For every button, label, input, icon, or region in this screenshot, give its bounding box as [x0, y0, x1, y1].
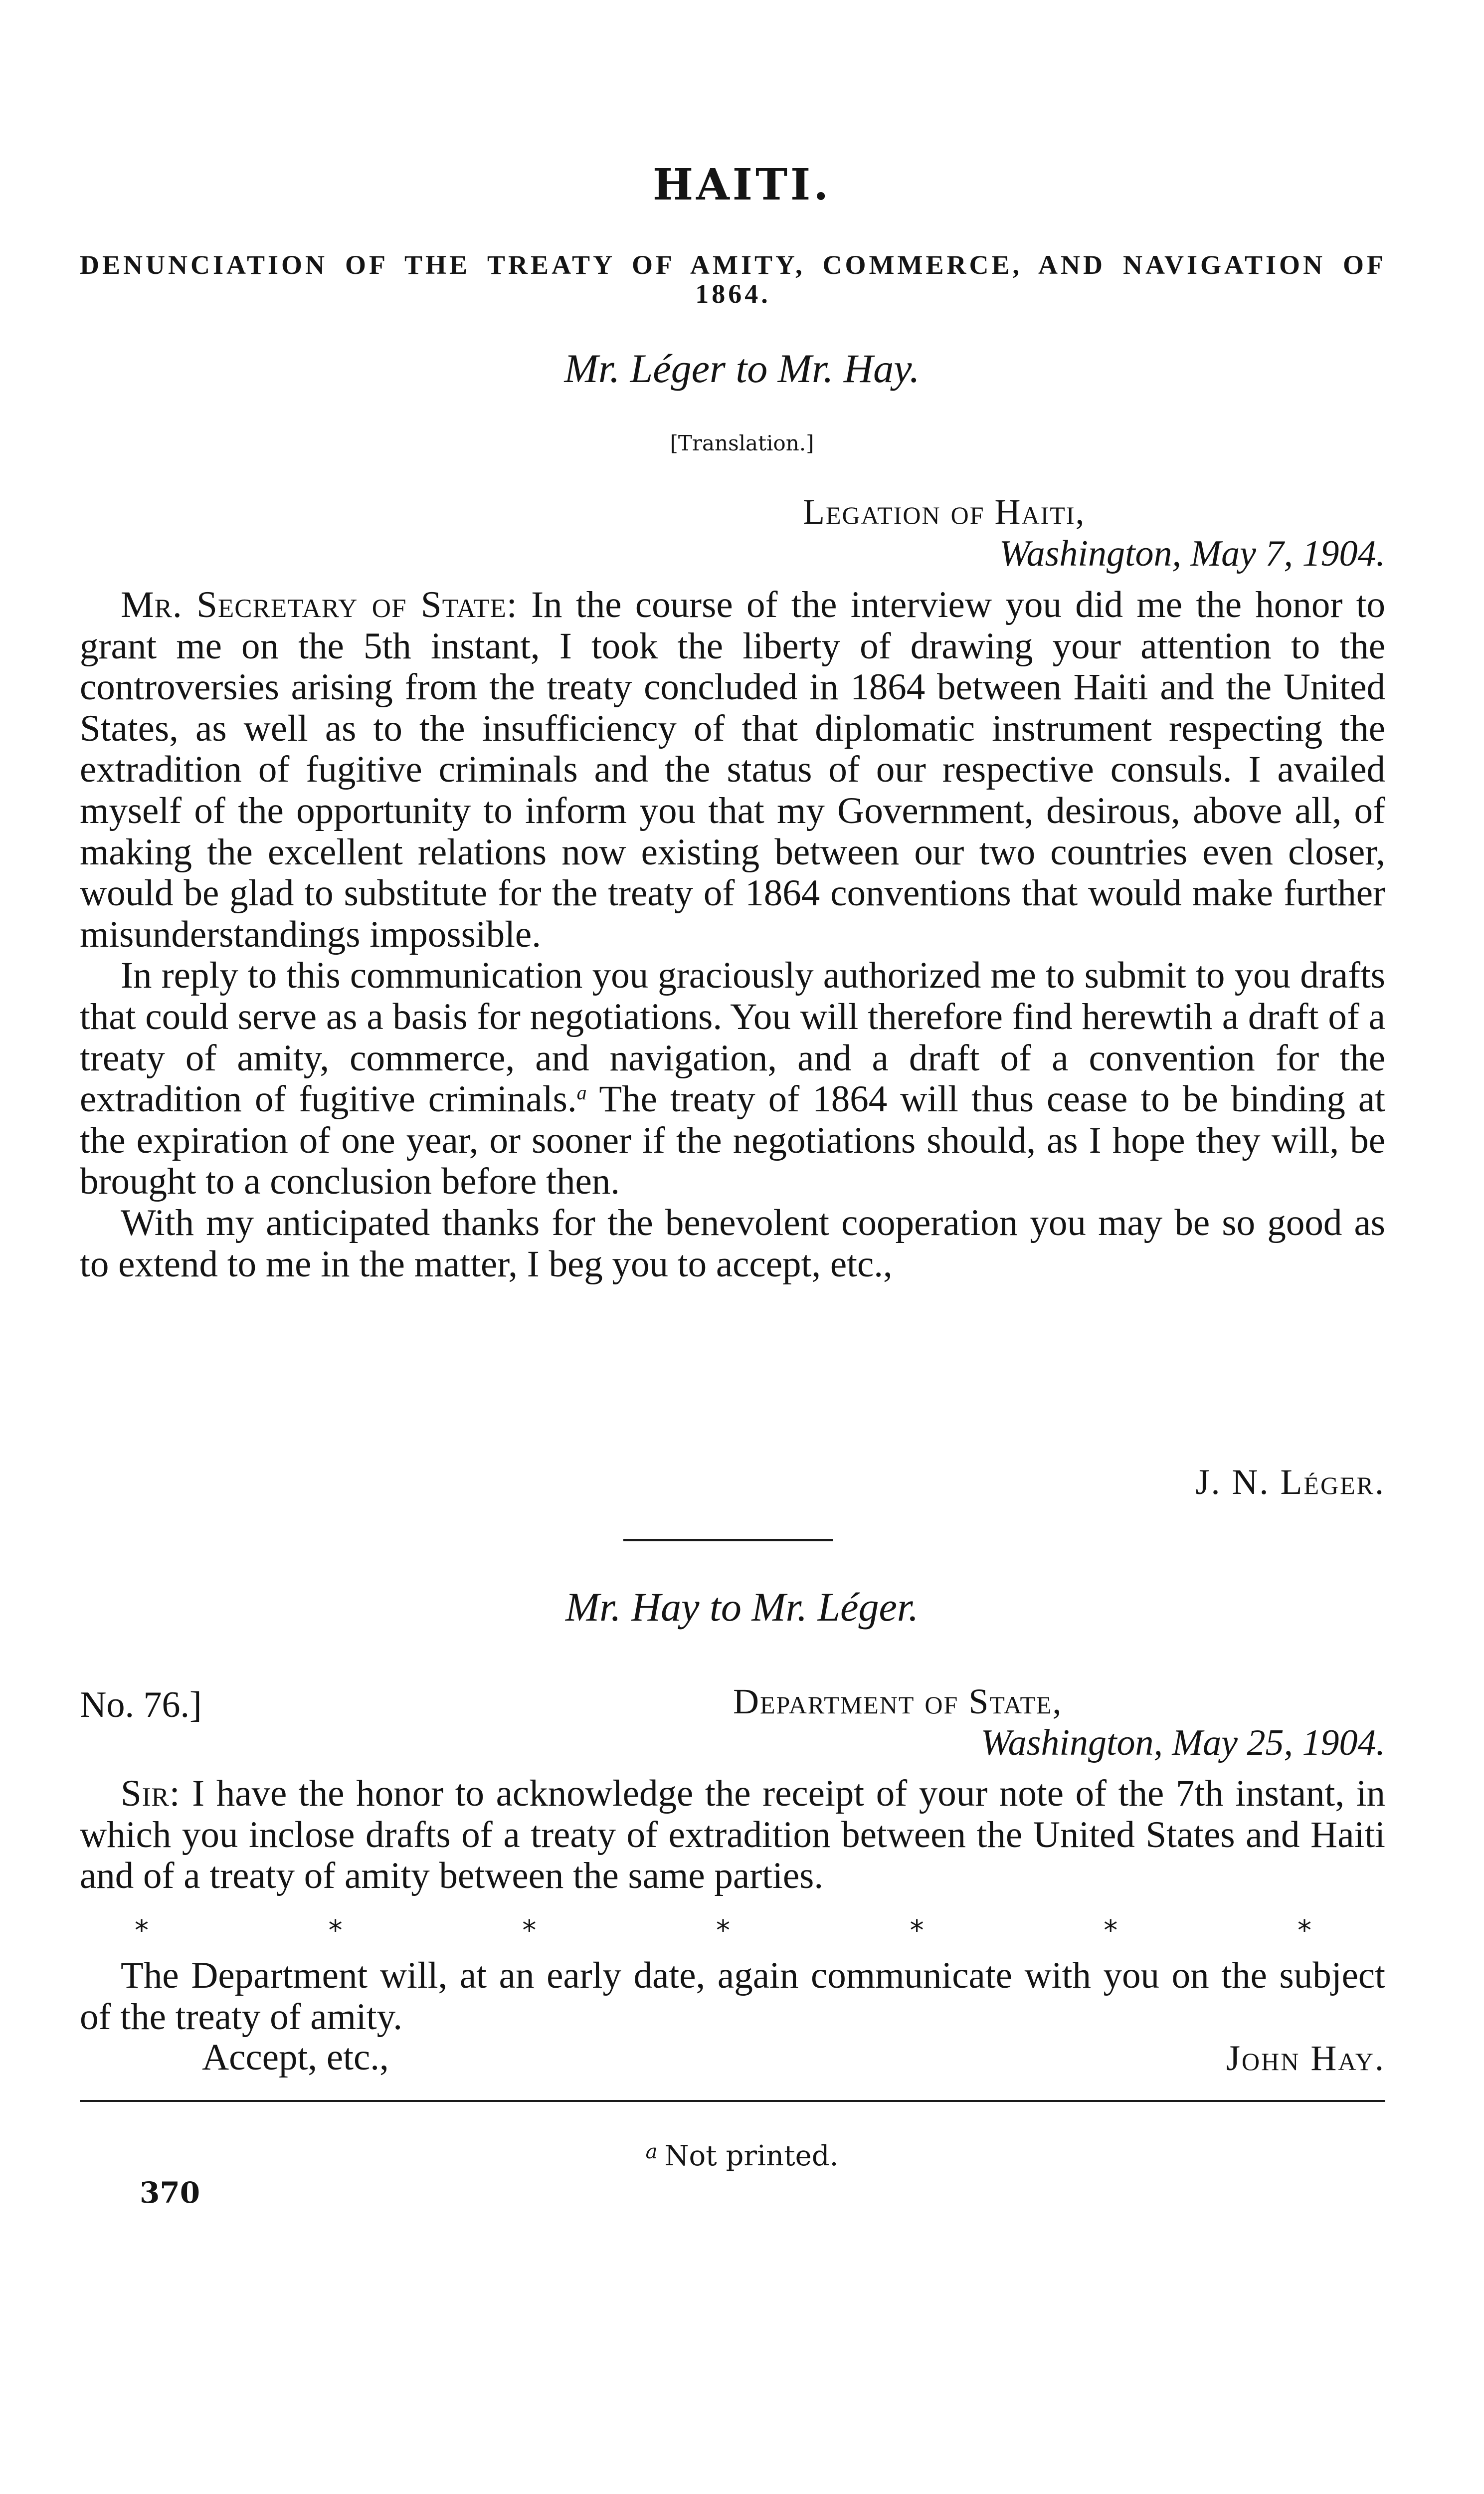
footnote-text: Not printed.	[664, 2140, 839, 2172]
letter1-place-date: Washington, May 7, 1904.	[999, 533, 1385, 574]
letter2-title: Mr. Hay to Mr. Léger.	[565, 1584, 919, 1630]
page-number: 370	[140, 2176, 200, 2210]
star: *	[328, 1914, 343, 1947]
ellipsis-stars	[135, 1914, 1311, 1947]
footnote	[0, 2140, 1484, 2172]
star: *	[1297, 1914, 1311, 1947]
letter2-signature: John Hay.	[1226, 2038, 1385, 2078]
section-divider	[623, 1539, 833, 1541]
letter2-number: No. 76.]	[80, 1684, 202, 1725]
letter2-paragraph-2: The Department will, at an early date, again communicate with you on the subject of the treaty of amity.	[80, 1955, 1385, 2038]
letter2-salutation: Sir:	[121, 1773, 181, 1814]
letter1-paragraph-2: In reply to this communication you graciously authorized me to submit to you drafts that could serve as a basis for negotiations. You will therefore find herewtih a draft of a treaty of amity, commerce, and navigation, and a draft of a convention for the extradition of fugitive criminals.$^a$ The treaty of 1864 will thus cease to be binding at the expiration of one year, or sooner if the negotiations should, as I hope they will, be brought to a conclusion before then.	[80, 955, 1385, 1203]
letter2-body-continued	[80, 1955, 1385, 2038]
star: *	[910, 1914, 924, 1947]
footnote-reference: a	[576, 1081, 587, 1104]
letter1-body	[80, 585, 1385, 1285]
letter1-title: Mr. Léger to Mr. Hay.	[564, 346, 920, 391]
letter1-paragraph-3: With my anticipated thanks for the benevolent cooperation you may be so good as to extend to me in the matter, I beg you to accept, etc.,	[80, 1202, 1385, 1285]
star: *	[1104, 1914, 1118, 1947]
star: *	[135, 1914, 149, 1947]
letter1-paragraph-1: Mr. Secretary of State: In the course of the interview you did me the honor to grant me on the 5th instant, I took the liberty of drawing your attention to the controversies arising from the treaty concluded in 1864 between Haiti and the United States, as well as to the insufficiency of that diplomatic instrument respecting the extradition of fugitive criminals and the status of our respective consuls. I availed myself of the opportunity to inform you that my Government, desirous, above all, of making the excellent relations now existing between our two countries even closer, would be glad to substitute for the treaty of 1864 conventions that would make further misunderstandings impossible.	[80, 584, 1386, 955]
translation-note: [Translation.]	[670, 431, 814, 455]
page-heading-country: HAITI.	[652, 160, 832, 210]
letter1-signature: J. N. Léger.	[1195, 1462, 1385, 1502]
footnote-mark: a	[645, 2140, 658, 2163]
letter1-sender-place: Legation of Haiti,	[803, 492, 1086, 532]
letter1-salutation: Mr. Secretary of State:	[121, 584, 518, 625]
page-subheading: DENUNCIATION OF THE TREATY OF AMITY, COMMERCE, AND NAVIGATION OF 1864.	[80, 250, 1386, 309]
star: *	[716, 1914, 730, 1947]
footnote-rule	[80, 2100, 1385, 2102]
letter2-place-date: Washington, May 25, 1904.	[980, 1722, 1385, 1763]
letter2-body	[80, 1773, 1385, 1897]
star: *	[522, 1914, 537, 1947]
letter2-sender-place: Department of State,	[733, 1681, 1063, 1721]
letter2-closing: Accept, etc.,	[202, 2037, 389, 2078]
letter2-paragraph-1: Sir: I have the honor to acknowledge the receipt of your note of the 7th instant, in which you inclose drafts of a treaty of extradition between the United States and Haiti and of a treaty of amity between the same parties.	[80, 1773, 1386, 1897]
